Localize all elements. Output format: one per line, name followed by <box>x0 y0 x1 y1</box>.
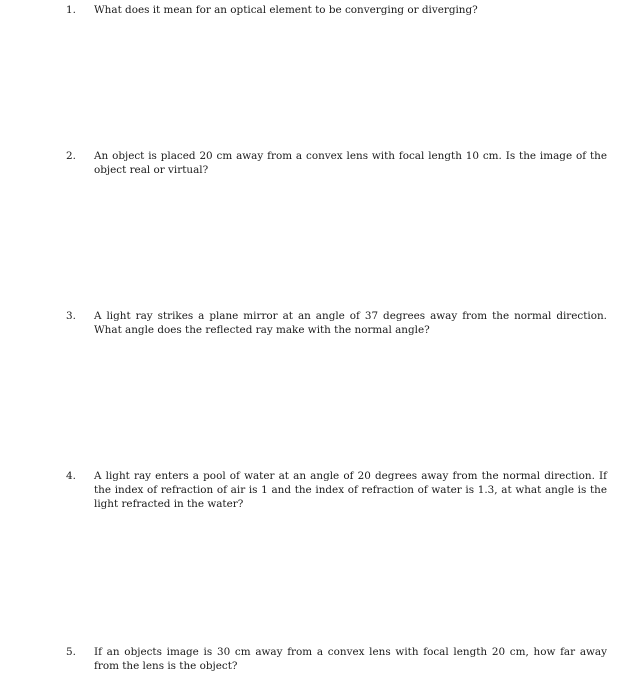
question-1 <box>66 3 607 17</box>
question-5 <box>66 645 607 673</box>
question-4-body <box>66 469 607 511</box>
question-1-number: 1. <box>66 4 76 16</box>
question-3 <box>66 309 607 337</box>
question-1-text: What does it mean for an optical element to be converging or diverging? <box>94 4 478 16</box>
question-4-number: 4. <box>66 470 76 482</box>
question-4-text: A light ray enters a pool of water at an angle of 20 degrees away from the normal direction. If the index of refraction of air is 1 and the index of refraction of water is 1.3, at what angle is the light refracted in the water? <box>94 470 607 510</box>
question-5-text: If an objects image is 30 cm away from a convex lens with focal length 20 cm, how far away from the lens is the object? <box>94 646 607 672</box>
question-2 <box>66 149 607 177</box>
question-4 <box>66 469 607 511</box>
question-3-text: A light ray strikes a plane mirror at an angle of 37 degrees away from the normal direction. What angle does the reflected ray make with the normal angle? <box>94 310 607 336</box>
question-2-text: An object is placed 20 cm away from a convex lens with focal length 10 cm. Is the image of the object real or virtual? <box>94 150 607 176</box>
question-3-body <box>66 309 607 337</box>
question-2-body <box>66 149 607 177</box>
question-5-body <box>66 645 607 673</box>
question-2-number: 2. <box>66 150 76 162</box>
question-3-number: 3. <box>66 310 76 322</box>
question-5-number: 5. <box>66 646 76 658</box>
question-1-body <box>66 3 607 17</box>
